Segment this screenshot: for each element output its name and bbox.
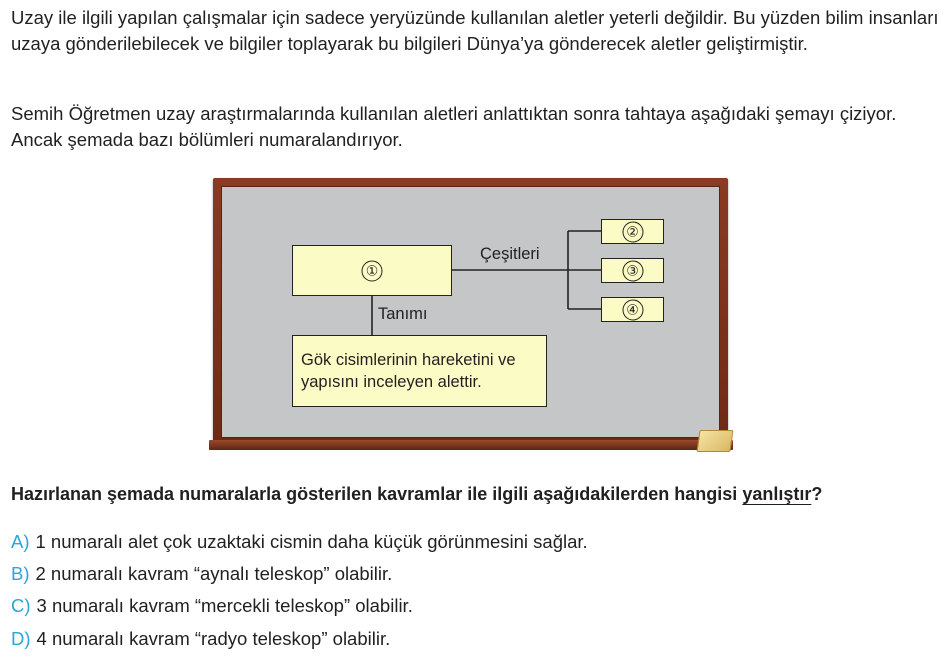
definition-label: Tanımı (378, 305, 428, 323)
definition-text: Gök cisimlerinin hareketini ve yapısını inceleyen alettir. (301, 351, 516, 391)
intro-paragraph-2: Semih Öğretmen uzay araştırmalarında kullanılan aletleri anlattıktan sonra tahtaya aşağıdaki şemayı çiziyor. Ancak şemada bazı bölümleri numaralandırıyor. (11, 103, 897, 150)
definition-box (292, 335, 547, 407)
question-mark: ? (811, 484, 823, 504)
number-2-label: ② (622, 221, 643, 242)
option-b[interactable] (11, 563, 392, 585)
option-d[interactable] (11, 628, 390, 650)
question-keyword: yanlıştır (742, 484, 812, 504)
types-label: Çeşitleri (480, 245, 540, 263)
option-a[interactable] (11, 531, 588, 553)
option-letter: D) (11, 628, 31, 649)
question-stem: Hazırlanan şemada numaralarla gösterilen kavramlar ile ilgili aşağıdakilerden hangisi (11, 484, 743, 504)
number-4-label: ④ (622, 299, 643, 320)
option-letter: A) (11, 531, 30, 552)
concept-box-3 (601, 258, 664, 283)
concept-box-2 (601, 219, 664, 244)
option-c[interactable] (11, 595, 413, 617)
option-text: 3 numaralı kavram “mercekli teleskop” olabilir. (36, 595, 413, 616)
concept-box-1 (292, 245, 452, 296)
number-3-label: ③ (622, 260, 643, 281)
option-text: 4 numaralı kavram “radyo teleskop” olabilir. (36, 628, 391, 649)
option-letter: C) (11, 595, 31, 616)
option-letter: B) (11, 563, 30, 584)
option-text: 1 numaralı alet çok uzaktaki cismin daha küçük görünmesini sağlar. (35, 531, 588, 552)
intro-paragraph-1: Uzay ile ilgili yapılan çalışmalar için sadece yeryüzünde kullanılan aletler yeterli değildir. Bu yüzden bilim insanları uzaya gönderilebilecek ve bilgiler toplayarak bu bilgileri Dünya’ya gönderecek aletler geliştirmiştir. (11, 7, 939, 54)
option-text: 2 numaralı kavram “aynalı teleskop” olabilir. (35, 563, 393, 584)
number-1-label: ① (362, 260, 383, 281)
question-text (11, 484, 822, 505)
concept-box-4 (601, 297, 664, 322)
